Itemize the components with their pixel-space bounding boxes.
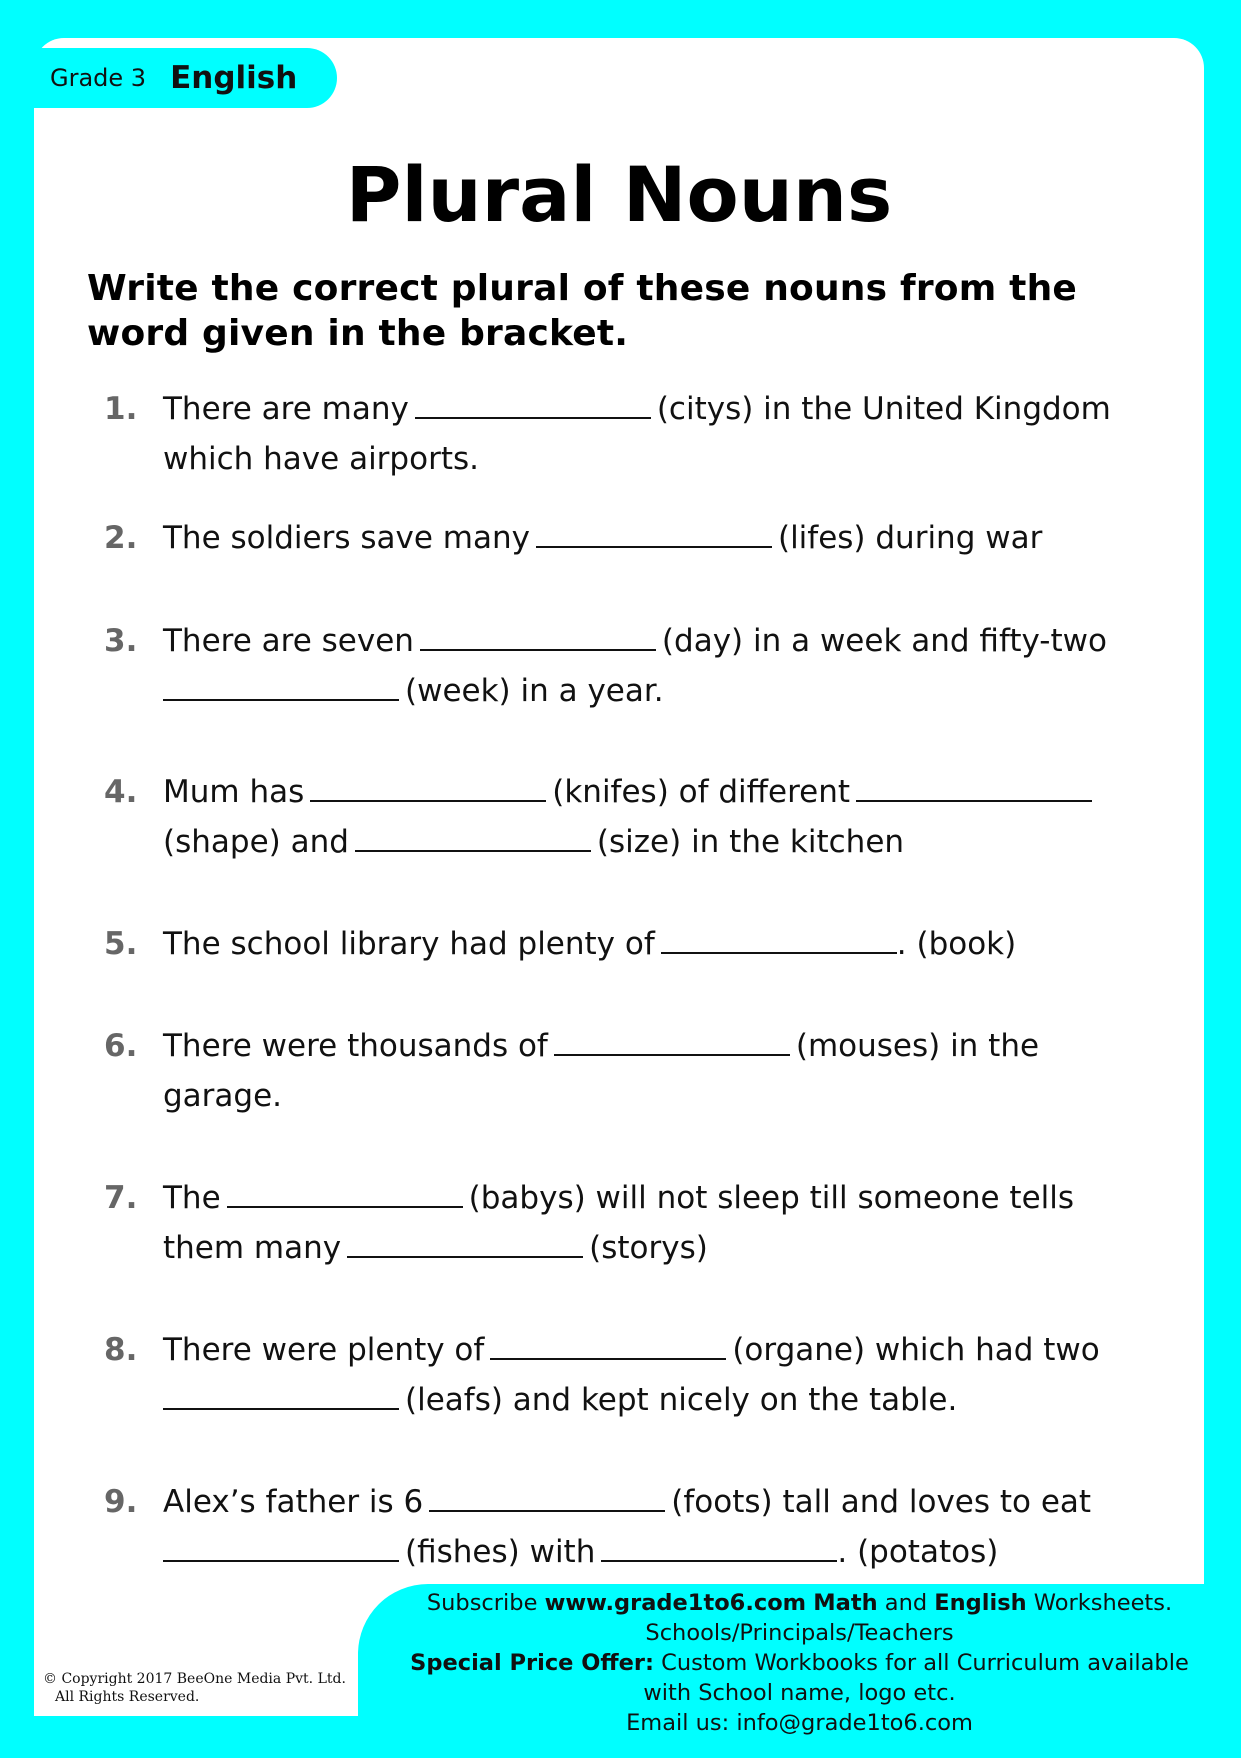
answer-blank[interactable]	[856, 772, 1092, 802]
question-text: The school library had plenty of	[163, 926, 655, 962]
question-text: (day) in a week and fifty-two	[661, 623, 1107, 659]
footer-text: with School name, logo etc.	[643, 1680, 956, 1706]
footer-text: Custom Workbooks for all Curriculum available	[661, 1650, 1189, 1676]
question-text: them many	[163, 1230, 342, 1266]
promo-footer	[358, 1584, 1241, 1758]
footer-text: and	[884, 1590, 928, 1616]
answer-blank[interactable]	[536, 518, 772, 548]
subject-label: English	[170, 60, 298, 96]
question-number: 4.	[104, 774, 138, 810]
question-text: There are many	[163, 391, 409, 427]
grade-tab	[34, 48, 337, 108]
footer-text: Schools/Principals/Teachers	[645, 1620, 954, 1646]
question-text: Mum has	[163, 774, 305, 810]
question-text: (storys)	[589, 1230, 708, 1266]
question-number: 7.	[104, 1180, 138, 1216]
question-text: (shape) and	[163, 824, 349, 860]
copyright-line: All Rights Reserved.	[55, 1689, 200, 1705]
question-text: (leafs) and kept nicely on the table.	[405, 1382, 958, 1418]
answer-blank[interactable]	[355, 822, 591, 852]
footer-text: Math	[813, 1590, 878, 1616]
question-number: 3.	[104, 623, 138, 659]
question-text: (knifes) of different	[552, 774, 851, 810]
question-text: (week) in a year.	[405, 673, 664, 709]
answer-blank[interactable]	[661, 924, 897, 954]
answer-blank[interactable]	[601, 1532, 837, 1562]
question-text: (fishes) with	[405, 1534, 596, 1570]
footer-email[interactable]: Email us: info@grade1to6.com	[626, 1710, 973, 1736]
footer-text: Worksheets.	[1033, 1590, 1173, 1616]
question-text: (lifes) during war	[777, 520, 1043, 556]
question-text: (size) in the kitchen	[596, 824, 905, 860]
footer-text: English	[934, 1590, 1027, 1616]
answer-blank[interactable]	[163, 1532, 399, 1562]
question-number: 2.	[104, 520, 138, 556]
question-text: . (book)	[896, 926, 1017, 962]
question-text: . (potatos)	[837, 1534, 999, 1570]
question-text: There were plenty of	[163, 1332, 485, 1368]
footer-offer-label: Special Price Offer:	[410, 1650, 654, 1676]
footer-text: Subscribe	[426, 1590, 538, 1616]
question-text: which have airports.	[163, 441, 479, 477]
answer-blank[interactable]	[163, 671, 399, 701]
question-number: 1.	[104, 391, 138, 427]
question-text: (mouses) in the	[795, 1028, 1040, 1064]
copyright-line: © Copyright 2017 BeeOne Media Pvt. Ltd.	[43, 1671, 346, 1687]
question-text: There were thousands of	[163, 1028, 548, 1064]
answer-blank[interactable]	[227, 1178, 463, 1208]
answer-blank[interactable]	[163, 1380, 399, 1410]
question-number: 8.	[104, 1332, 138, 1368]
question-text: (foots) tall and loves to eat	[671, 1484, 1092, 1520]
page-title: Plural Nouns	[345, 150, 893, 239]
grade-label: Grade 3	[50, 64, 147, 92]
question-number: 9.	[104, 1484, 138, 1520]
question-text: garage.	[163, 1078, 283, 1114]
answer-blank[interactable]	[420, 621, 656, 651]
instruction-text: Write the correct plural of these nouns from the word given in the bracket.	[87, 268, 1078, 354]
question-number: 5.	[104, 926, 138, 962]
question-text: Alex’s father is 6	[163, 1484, 424, 1520]
question-text: There are seven	[163, 623, 414, 659]
question-text: (babys) will not sleep till someone tells	[468, 1180, 1075, 1216]
answer-blank[interactable]	[554, 1026, 790, 1056]
answer-blank[interactable]	[347, 1228, 583, 1258]
answer-blank[interactable]	[415, 389, 651, 419]
question-text: The	[163, 1180, 221, 1216]
question-number: 6.	[104, 1028, 138, 1064]
question-text: The soldiers save many	[163, 520, 530, 556]
question-text: (organe) which had two	[732, 1332, 1100, 1368]
footer-site-link[interactable]: www.grade1to6.com	[544, 1590, 807, 1616]
copyright	[43, 1670, 346, 1706]
answer-blank[interactable]	[490, 1330, 726, 1360]
answer-blank[interactable]	[429, 1482, 665, 1512]
question-text: (citys) in the United Kingdom	[656, 391, 1111, 427]
answer-blank[interactable]	[310, 772, 546, 802]
